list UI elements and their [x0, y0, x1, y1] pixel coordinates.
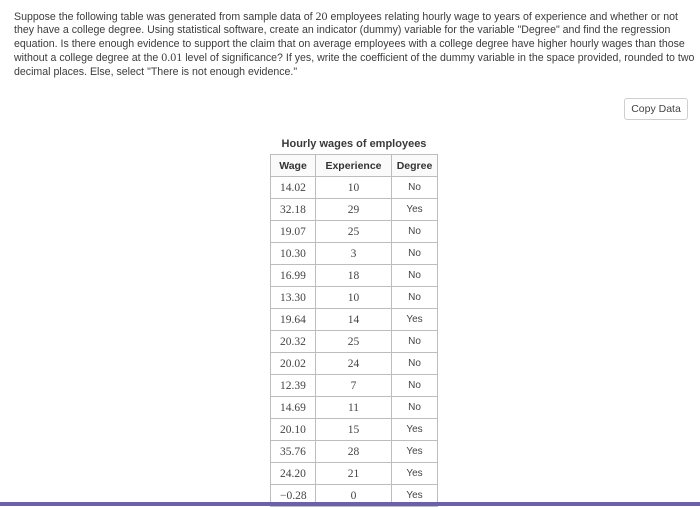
experience-cell: 28 [316, 441, 392, 463]
sample-size: 20 [315, 9, 328, 23]
degree-cell: No [392, 397, 438, 419]
table-row [271, 375, 438, 397]
experience-cell: 25 [316, 221, 392, 243]
wage-cell: 20.32 [271, 331, 316, 353]
experience-cell: 7 [316, 375, 392, 397]
experience-cell: 10 [316, 177, 392, 199]
question-part-1: Suppose the following table was generated from sample data of [14, 11, 316, 23]
table-row [271, 199, 438, 221]
table-row [271, 287, 438, 309]
degree-cell: Yes [392, 441, 438, 463]
experience-cell: 29 [316, 199, 392, 221]
table-row [271, 397, 438, 419]
wage-cell: 19.07 [271, 221, 316, 243]
question-part-3: level of significance? If yes, write the coefficient of the dummy variable in the space provided, rounded to two decimal places. Else, select "There is not enough evidence." [14, 52, 695, 78]
experience-cell: 21 [316, 463, 392, 485]
degree-cell: Yes [392, 419, 438, 441]
wage-cell: 12.39 [271, 375, 316, 397]
degree-cell: Yes [392, 199, 438, 221]
degree-cell: No [392, 287, 438, 309]
table-row [271, 463, 438, 485]
wages-table [270, 154, 438, 507]
wage-cell: 14.02 [271, 177, 316, 199]
table-row [271, 331, 438, 353]
degree-cell: No [392, 221, 438, 243]
table-row [271, 243, 438, 265]
degree-cell: No [392, 331, 438, 353]
wages-table-container [270, 134, 438, 507]
degree-cell: Yes [392, 463, 438, 485]
degree-cell: No [392, 177, 438, 199]
degree-cell: No [392, 375, 438, 397]
wage-cell: 20.10 [271, 419, 316, 441]
wage-cell: 16.99 [271, 265, 316, 287]
header-degree: Degree [392, 155, 438, 177]
degree-cell: No [392, 243, 438, 265]
table-row [271, 177, 438, 199]
experience-cell: 3 [316, 243, 392, 265]
table-header-row [271, 155, 438, 177]
table-title: Hourly wages of employees [281, 138, 427, 150]
wage-cell: 32.18 [271, 199, 316, 221]
wage-cell: 24.20 [271, 463, 316, 485]
experience-cell: 14 [316, 309, 392, 331]
experience-cell: 24 [316, 353, 392, 375]
table-row [271, 441, 438, 463]
wage-cell: 13.30 [271, 287, 316, 309]
degree-cell: No [392, 353, 438, 375]
table-row [271, 309, 438, 331]
experience-cell: 25 [316, 331, 392, 353]
wage-cell: 19.64 [271, 309, 316, 331]
header-wage: Wage [271, 155, 316, 177]
wage-cell: −0.28 [271, 485, 316, 507]
experience-cell: 0 [316, 485, 392, 507]
header-experience: Experience [316, 155, 392, 177]
question-text [14, 10, 696, 79]
copy-data-button[interactable]: Copy Data [624, 98, 688, 120]
experience-cell: 15 [316, 419, 392, 441]
table-row [271, 419, 438, 441]
wage-cell: 14.69 [271, 397, 316, 419]
degree-cell: Yes [392, 485, 438, 507]
table-row [271, 353, 438, 375]
wage-cell: 35.76 [271, 441, 316, 463]
experience-cell: 10 [316, 287, 392, 309]
wage-cell: 10.30 [271, 243, 316, 265]
experience-cell: 18 [316, 265, 392, 287]
bottom-accent-bar [0, 502, 700, 506]
degree-cell: Yes [392, 309, 438, 331]
question-part-2: employees relating hourly wage to years of experience and whether or not they have a college degree. Using statistical software, create an indicator (dummy) variable for the variable "Degree" and find the regression equation. Is there enough evidence to support the claim that on average employees with a college degree have higher hourly wages than those without a college degree at the [14, 11, 685, 65]
degree-cell: No [392, 265, 438, 287]
experience-cell: 11 [316, 397, 392, 419]
wage-cell: 20.02 [271, 353, 316, 375]
significance-level: 0.01 [161, 50, 183, 65]
table-body [271, 177, 438, 507]
table-row [271, 265, 438, 287]
table-row [271, 221, 438, 243]
